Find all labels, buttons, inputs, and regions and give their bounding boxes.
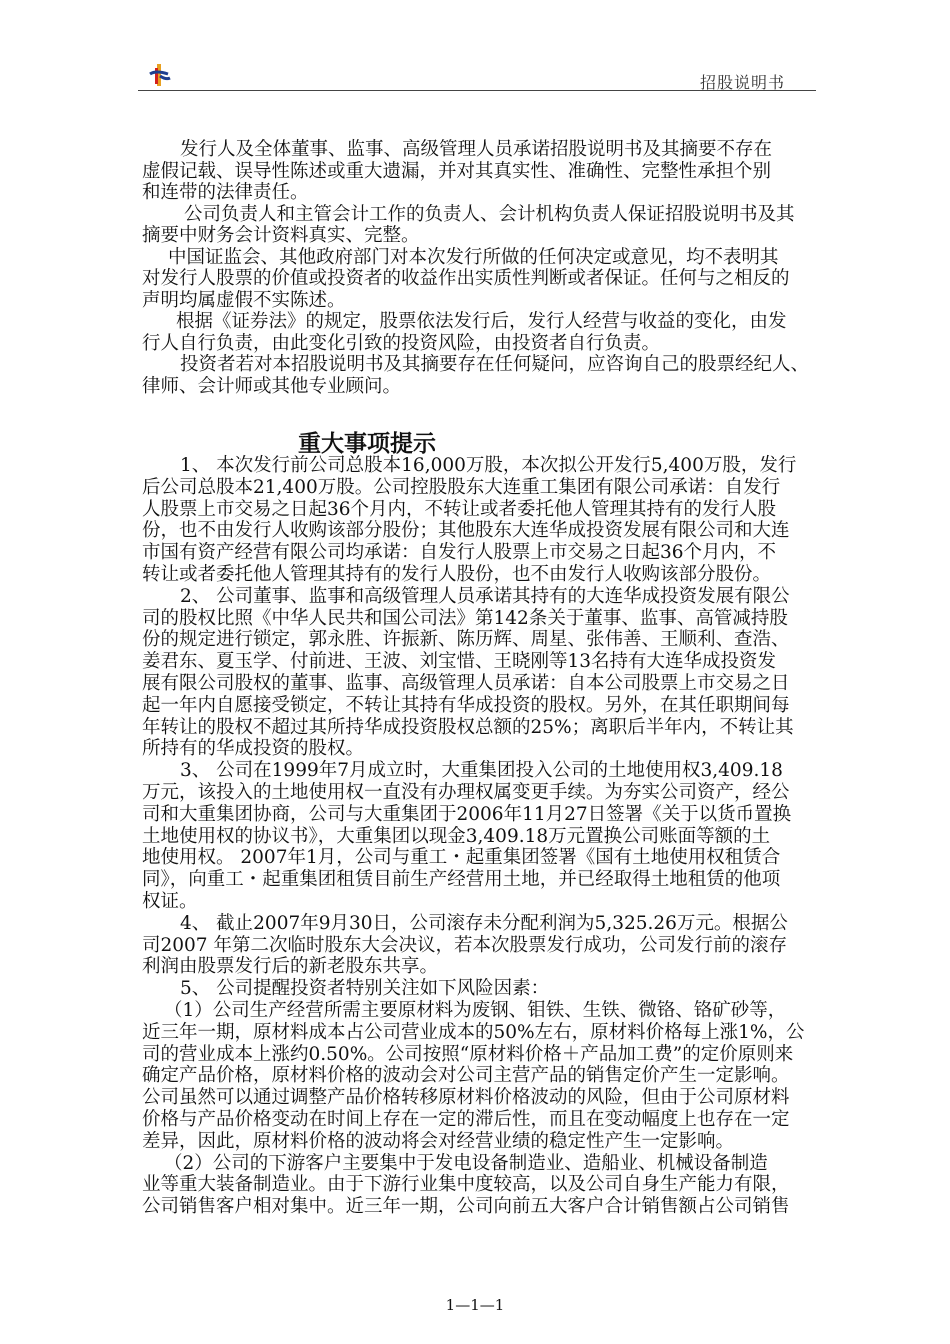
text-line: 3、 公司在1999年7月成立时，大重集团投入公司的土地使用权3,409.18 (180, 760, 783, 782)
text-line: 和连带的法律责任。 (142, 182, 309, 203)
list-item (142, 455, 822, 586)
text-line: 司的营业成本上涨约0.50%。公司按照“原材料价格＋产品加工费”的定价原则来 (142, 1043, 794, 1065)
text-line: （1）公司生产经营所需主要原材料为废钢、钼铁、生铁、微铬、铬矿砂等， (164, 999, 787, 1021)
text-line: 转让或者委托他人管理其持有的发行人股份，也不由发行人收购该部分股份。 (142, 563, 772, 585)
text-line: 权证。 (142, 890, 198, 912)
section-title: 重大事项提示 (298, 431, 436, 457)
text-line: 差异，因此，原材料价格的波动将会对经营业绩的稳定性产生一定影响。 (142, 1130, 735, 1152)
list-item (142, 1153, 822, 1218)
text-line: 司2007 年第二次临时股东大会决议，若本次股票发行成功，公司发行前的滚存 (142, 934, 787, 956)
text-line: 摘要中财务会计资料真实、完整。 (142, 225, 420, 246)
text-line: 行人自行负责，由此变化引致的投资风险，由投资者自行负责。 (142, 332, 661, 354)
text-line: 虚假记载、误导性陈述或重大遗漏，并对其真实性、准确性、完整性承担个别 (142, 160, 772, 182)
text-line: 发行人及全体董事、监事、高级管理人员承诺招股说明书及其摘要不存在 (180, 139, 773, 160)
text-line: 人股票上市交易之日起36个月内，不转让或者委托他人管理其持有的发行人股 (142, 498, 777, 520)
list-item (142, 913, 822, 978)
text-line: 市国有资产经营有限公司均承诺：自发行人股票上市交易之日起36个月内，不 (142, 542, 777, 564)
text-line: 投资者若对本招股说明书及其摘要存在任何疑问，应咨询自己的股票经纪人、 (180, 354, 810, 375)
text-line: 司和大重集团协商，公司与大重集团于2006年11月27日签署《关于以货币置换 (142, 803, 792, 825)
text-line: （2）公司的下游客户主要集中于发电设备制造业、造船业、机械设备制造 (164, 1152, 768, 1174)
text-line: 份，也不由发行人收购该部分股份；其他股东大连华成投资发展有限公司和大连 (142, 520, 790, 542)
text-line: 根据《证券法》的规定，股票依法发行后，发行人经营与收益的变化，由发 (176, 311, 787, 332)
text-line: 万元，该投入的土地使用权一直没有办理权属变更手续。为夯实公司资产，经公 (142, 781, 790, 803)
company-logo-icon (146, 62, 172, 88)
text-line: 律师、会计师或其他专业顾问。 (142, 375, 402, 397)
text-line: 后公司总股本21,400万股。公司控股股东大连重工集团有限公司承诺：自发行 (142, 476, 781, 498)
text-line: 公司负责人和主管会计工作的负责人、会计机构负责人保证招股说明书及其 (184, 203, 795, 225)
page-number: 1—1—1 (445, 1296, 505, 1314)
text-line: 公司虽然可以通过调整产品价格转移原材料价格波动的风险，但由于公司原材料 (142, 1087, 790, 1109)
text-line: 所持有的华成投资的股权。 (142, 738, 365, 760)
text-line: 份的规定进行锁定，郭永胜、许振新、陈历辉、周星、张伟善、王顺利、查浩、 (142, 629, 790, 651)
text-line: 同》，向重工・起重集团租赁目前生产经营用土地，并已经取得土地租赁的他项 (142, 869, 781, 891)
text-line: 地使用权。 2007年1月，公司与重工・起重集团签署《国有土地使用权租赁合 (142, 847, 781, 869)
text-line: 公司销售客户相对集中。近三年一期，公司向前五大客户合计销售额占公司销售 (142, 1196, 790, 1218)
text-line: 展有限公司股权的董事、监事、高级管理人员承诺：自本公司股票上市交易之日 (142, 672, 790, 694)
text-line: 土地使用权的协议书》，大重集团以现金3,409.18万元置换公司账面等额的土 (142, 825, 771, 847)
list-item (142, 1000, 822, 1153)
text-line: 5、 公司提醒投资者特别关注如下风险因素： (180, 978, 550, 1000)
text-line: 确定产品价格，原材料价格的波动会对公司主营产品的销售定价产生一定影响。 (142, 1065, 790, 1087)
text-line: 起一年内自愿接受锁定，不转让其持有华成投资的股权。另外，在其任职期间每 (142, 694, 790, 716)
list-item (142, 760, 822, 913)
text-line: 利润由股票发行后的新老股东共享。 (142, 956, 439, 978)
header-divider (138, 90, 816, 91)
issuer-statement (142, 139, 822, 397)
text-line: 业等重大装备制造业。由于下游行业集中度较高，以及公司自身生产能力有限， (142, 1174, 790, 1196)
text-line: 司的股权比照《中华人民共和国公司法》第142条关于董事、监事、高管减持股 (142, 607, 788, 629)
text-line: 1、 本次发行前公司总股本16,000万股，本次拟公开发行5,400万股，发行 (180, 455, 797, 476)
document-header-title: 招股说明书 (700, 73, 786, 92)
text-line: 年转让的股权不超过其所持华成投资股权总额的25%；离职后半年内，不转让其 (142, 716, 794, 738)
text-line: 4、 截止2007年9月30日，公司滚存未分配利润为5,325.26万元。根据公 (180, 912, 788, 934)
text-line: 中国证监会、其他政府部门对本次发行所做的任何决定或意见，均不表明其 (168, 246, 779, 268)
text-line: 2、 公司董事、监事和高级管理人员承诺其持有的大连华成投资发展有限公 (180, 585, 790, 607)
text-line: 对发行人股票的价值或投资者的收益作出实质性判断或者保证。任何与之相反的 (142, 268, 790, 289)
text-line: 近三年一期，原材料成本占公司营业成本的50%左右，原材料价格每上涨1%，公 (142, 1021, 805, 1043)
list-item (142, 978, 822, 1000)
text-line: 声明均属虚假不实陈述。 (142, 289, 346, 311)
text-line: 姜君东、夏玉学、付前进、王波、刘宝惜、王晓刚等13名持有大连华成投资发 (142, 651, 777, 673)
list-item (142, 586, 822, 760)
major-matters-list (142, 455, 822, 1218)
text-line: 价格与产品价格变动在时间上存在一定的滞后性，而且在变动幅度上也存在一定 (142, 1108, 790, 1130)
